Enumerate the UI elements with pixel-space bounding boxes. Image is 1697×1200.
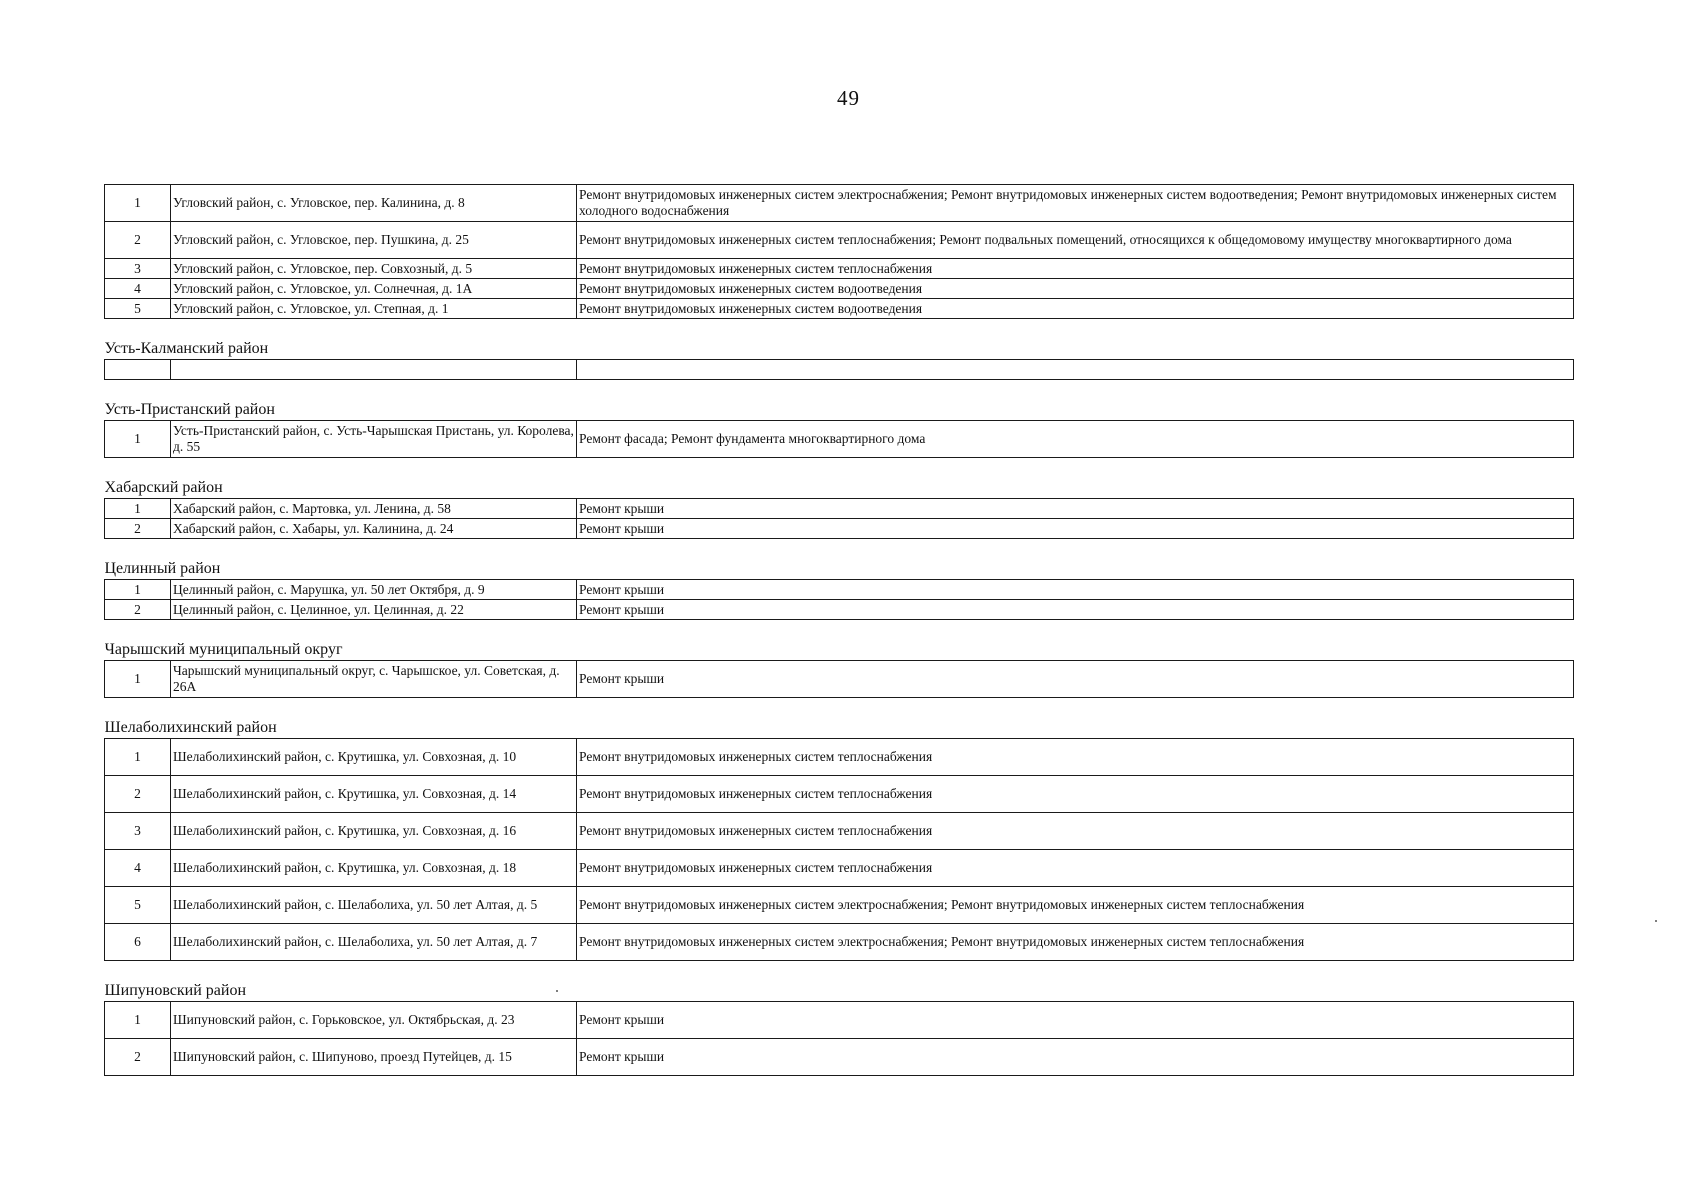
row-number: 2 [105, 600, 171, 620]
row-address: Хабарский район, с. Хабары, ул. Калинина, д. 24 [171, 519, 577, 539]
table-row [105, 1039, 1574, 1076]
table-row [105, 259, 1574, 279]
section-header-cell [105, 961, 1574, 1002]
section-header-cell [105, 319, 1574, 360]
row-work-type: Ремонт внутридомовых инженерных систем теплоснабжения [577, 850, 1574, 887]
section-header-row [105, 620, 1574, 661]
section-title: Хабарский район [104, 479, 223, 496]
section-header-row [105, 698, 1574, 739]
row-work-type: Ремонт крыши [577, 499, 1574, 519]
row-address: Шелаболихинский район, с. Шелаболиха, ул. 50 лет Алтая, д. 7 [171, 924, 577, 961]
table-row [105, 661, 1574, 698]
table-row [105, 739, 1574, 776]
row-number: 4 [105, 279, 171, 299]
table-row [105, 850, 1574, 887]
row-work-type: Ремонт внутридомовых инженерных систем теплоснабжения [577, 776, 1574, 813]
row-address: Шипуновский район, с. Шипуново, проезд Путейцев, д. 15 [171, 1039, 577, 1076]
repair-program-table [104, 184, 1574, 1076]
row-address: Целинный район, с. Целинное, ул. Целинная, д. 22 [171, 600, 577, 620]
row-work-type: Ремонт крыши [577, 1039, 1574, 1076]
table-body [105, 185, 1574, 1076]
section-header-row [105, 539, 1574, 580]
row-number: 1 [105, 185, 171, 222]
row-work-type: Ремонт крыши [577, 661, 1574, 698]
row-number: 1 [105, 739, 171, 776]
section-header-row [105, 458, 1574, 499]
table-row [105, 600, 1574, 620]
row-number: 3 [105, 813, 171, 850]
table-row [105, 499, 1574, 519]
section-header-cell [105, 380, 1574, 421]
row-work-type: Ремонт внутридомовых инженерных систем водоотведения [577, 299, 1574, 319]
row-number: 1 [105, 661, 171, 698]
row-number: 1 [105, 499, 171, 519]
row-work-type: Ремонт крыши [577, 1002, 1574, 1039]
section-header-cell [105, 698, 1574, 739]
section-title: Усть-Пристанский район [104, 401, 275, 418]
row-number: 2 [105, 1039, 171, 1076]
scan-speck [1655, 920, 1657, 922]
row-address: Шипуновский район, с. Горьковское, ул. Октябрьская, д. 23 [171, 1002, 577, 1039]
section-header-cell [105, 620, 1574, 661]
section-header-row [105, 380, 1574, 421]
row-work-type: Ремонт внутридомовых инженерных систем теплоснабжения; Ремонт подвальных помещений, относящихся к общедомовому имуществу многоквартирного дома [577, 222, 1574, 259]
row-work-type: Ремонт внутридомовых инженерных систем теплоснабжения [577, 739, 1574, 776]
table-row [105, 360, 1574, 380]
row-number: 1 [105, 1002, 171, 1039]
row-number: 5 [105, 299, 171, 319]
row-number: 1 [105, 421, 171, 458]
row-address: Хабарский район, с. Мартовка, ул. Ленина, д. 58 [171, 499, 577, 519]
row-address: Угловский район, с. Угловское, пер. Калинина, д. 8 [171, 185, 577, 222]
row-number [105, 360, 171, 380]
section-title: Усть-Калманский район [104, 340, 269, 357]
row-work-type: Ремонт фасада; Ремонт фундамента многоквартирного дома [577, 421, 1574, 458]
row-address [171, 360, 577, 380]
row-work-type: Ремонт крыши [577, 519, 1574, 539]
row-work-type: Ремонт внутридомовых инженерных систем электроснабжения; Ремонт внутридомовых инженерных систем теплоснабжения [577, 924, 1574, 961]
row-work-type [577, 360, 1574, 380]
row-address: Угловский район, с. Угловское, пер. Пушкина, д. 25 [171, 222, 577, 259]
row-number: 2 [105, 519, 171, 539]
row-work-type: Ремонт крыши [577, 580, 1574, 600]
row-address: Целинный район, с. Марушка, ул. 50 лет Октября, д. 9 [171, 580, 577, 600]
row-address: Усть-Пристанский район, с. Усть-Чарышская Пристань, ул. Королева, д. 55 [171, 421, 577, 458]
row-work-type: Ремонт крыши [577, 600, 1574, 620]
table-row [105, 580, 1574, 600]
section-header-cell [105, 539, 1574, 580]
row-work-type: Ремонт внутридомовых инженерных систем электроснабжения; Ремонт внутридомовых инженерных систем теплоснабжения [577, 887, 1574, 924]
table-row [105, 421, 1574, 458]
table-row [105, 813, 1574, 850]
row-work-type: Ремонт внутридомовых инженерных систем водоотведения [577, 279, 1574, 299]
section-title: Шелаболихинский район [104, 719, 277, 736]
table-row [105, 279, 1574, 299]
row-address: Угловский район, с. Угловское, ул. Степная, д. 1 [171, 299, 577, 319]
table-row [105, 924, 1574, 961]
section-title: Шипуновский район [104, 982, 247, 999]
row-number: 3 [105, 259, 171, 279]
row-number: 2 [105, 222, 171, 259]
row-work-type: Ремонт внутридомовых инженерных систем теплоснабжения [577, 259, 1574, 279]
scan-speck [556, 990, 558, 992]
row-number: 5 [105, 887, 171, 924]
table-row [105, 185, 1574, 222]
row-address: Шелаболихинский район, с. Крутишка, ул. Совхозная, д. 10 [171, 739, 577, 776]
row-address: Шелаболихинский район, с. Крутишка, ул. Совхозная, д. 16 [171, 813, 577, 850]
section-header-row [105, 319, 1574, 360]
row-work-type: Ремонт внутридомовых инженерных систем электроснабжения; Ремонт внутридомовых инженерных систем водоотведения; Ремонт внутридомовых инженерных систем холодного водоснабжения [577, 185, 1574, 222]
row-address: Угловский район, с. Угловское, пер. Совхозный, д. 5 [171, 259, 577, 279]
table-row [105, 776, 1574, 813]
table-row [105, 1002, 1574, 1039]
row-address: Шелаболихинский район, с. Шелаболиха, ул. 50 лет Алтая, д. 5 [171, 887, 577, 924]
table-row [105, 519, 1574, 539]
row-work-type: Ремонт внутридомовых инженерных систем теплоснабжения [577, 813, 1574, 850]
row-address: Шелаболихинский район, с. Крутишка, ул. Совхозная, д. 18 [171, 850, 577, 887]
section-title: Чарышский муниципальный округ [104, 641, 343, 658]
section-title: Целинный район [104, 560, 221, 577]
table-row [105, 299, 1574, 319]
section-header-cell [105, 458, 1574, 499]
row-address: Угловский район, с. Угловское, ул. Солнечная, д. 1А [171, 279, 577, 299]
row-number: 6 [105, 924, 171, 961]
table-row [105, 887, 1574, 924]
row-number: 1 [105, 580, 171, 600]
section-header-row [105, 961, 1574, 1002]
row-address: Шелаболихинский район, с. Крутишка, ул. Совхозная, д. 14 [171, 776, 577, 813]
page-number: 49 [837, 86, 860, 110]
row-number: 2 [105, 776, 171, 813]
row-address: Чарышский муниципальный округ, с. Чарышское, ул. Советская, д. 26А [171, 661, 577, 698]
table-row [105, 222, 1574, 259]
row-number: 4 [105, 850, 171, 887]
